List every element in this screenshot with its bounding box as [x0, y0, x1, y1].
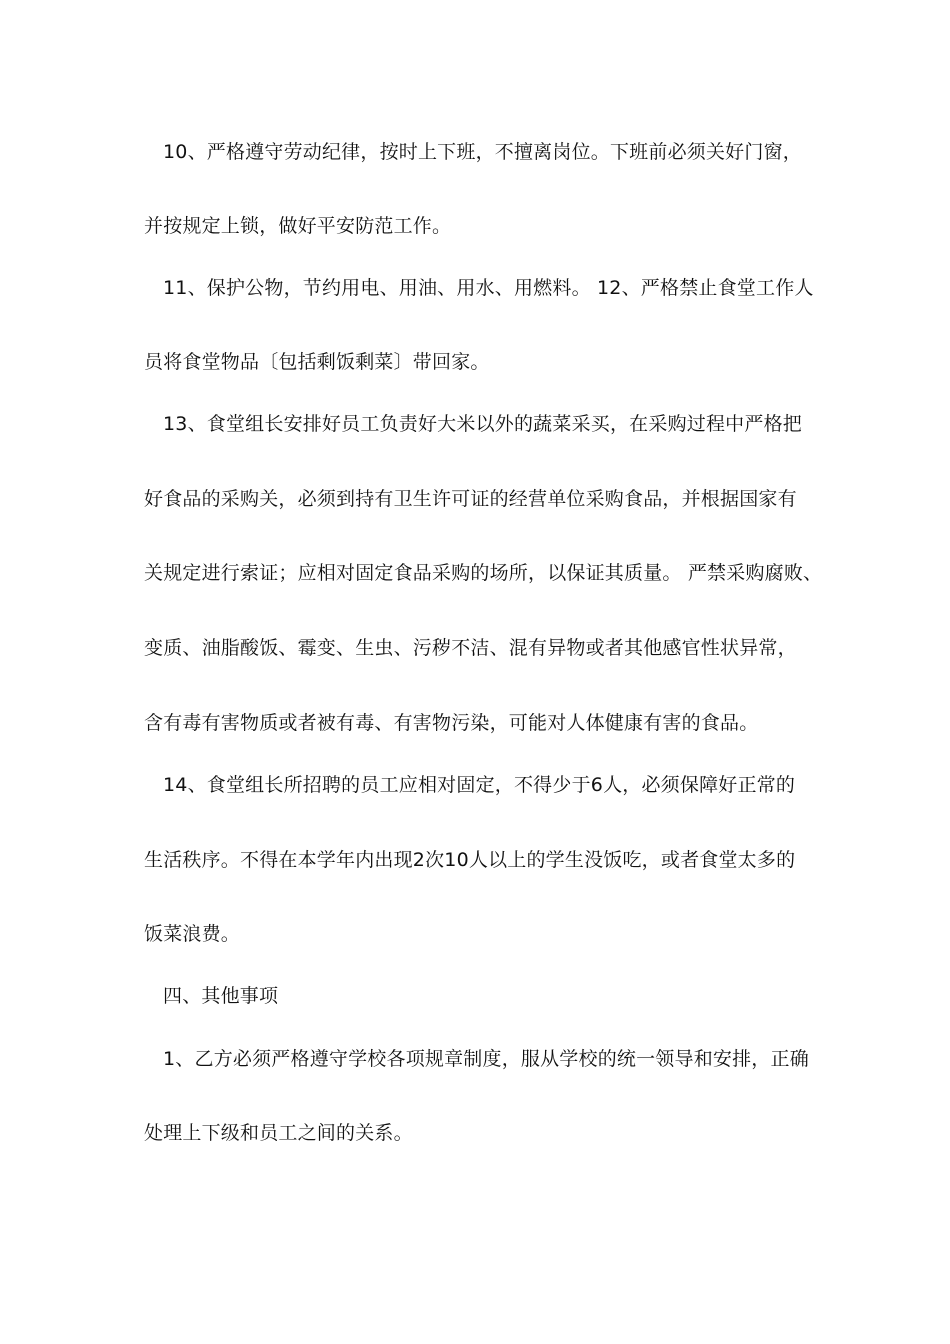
paragraph-13-line-2: 好食品的采购关，必须到持有卫生许可证的经营单位采购食品，并根据国家有	[144, 488, 797, 510]
paragraph-10-line-1: 10、严格遵守劳动纪律，按时上下班，不擅离岗位。下班前必须关好门窗，	[163, 141, 802, 163]
paragraph-14-line-2: 生活秩序。不得在本学年内出现2次10人以上的学生没饭吃，或者食堂太多的	[144, 849, 796, 871]
paragraph-14-line-3: 饭菜浪费。	[144, 923, 241, 945]
paragraph-11-12-line-1: 11、保护公物，节约用电、用油、用水、用燃料。 12、严格禁止食堂工作人	[163, 277, 814, 299]
section-heading-other-matters: 四、其他事项	[163, 985, 279, 1007]
paragraph-13-line-1: 13、食堂组长安排好员工负责好大米以外的蔬菜采买，在采购过程中严格把	[163, 413, 802, 435]
paragraph-14-line-1: 14、食堂组长所招聘的员工应相对固定，不得少于6人，必须保障好正常的	[163, 774, 796, 796]
paragraph-other-1-line-2: 处理上下级和员工之间的关系。	[144, 1122, 413, 1144]
paragraph-other-1-line-1: 1、乙方必须严格遵守学校各项规章制度，服从学校的统一领导和安排，正确	[163, 1048, 809, 1070]
paragraph-10-line-2: 并按规定上锁，做好平安防范工作。	[144, 215, 452, 237]
paragraph-13-line-5: 含有毒有害物质或者被有毒、有害物污染，可能对人体健康有害的食品。	[144, 712, 759, 734]
paragraph-13-line-3: 关规定进行索证；应相对固定食品采购的场所，以保证其质量。 严禁采购腐败、	[144, 562, 823, 584]
paragraph-13-line-4: 变质、油脂酸饭、霉变、生虫、污秽不洁、混有异物或者其他感官性状异常，	[144, 637, 797, 659]
paragraph-11-12-line-2: 员将食堂物品〔包括剩饭剩菜〕带回家。	[144, 351, 490, 373]
